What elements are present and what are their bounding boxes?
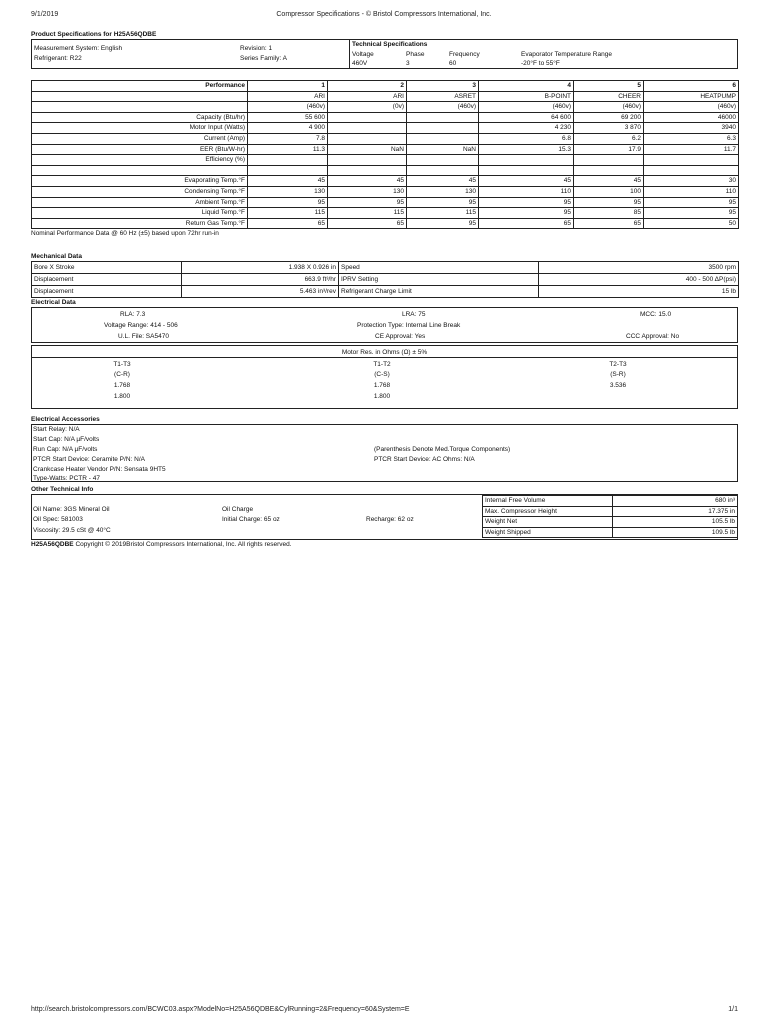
row-label: Capacity (Btu/hr)	[32, 112, 248, 123]
accessories-box	[31, 424, 738, 482]
performance-table	[31, 80, 739, 229]
table-cell: NaN	[328, 144, 407, 155]
performance-section	[31, 80, 738, 238]
column-number: 3	[407, 81, 479, 92]
table-cell: 95	[407, 197, 479, 208]
print-url: http://search.bristolcompressors.com/BCWC03.aspx?ModelNo=H25A56QDBE&CylRunning=2&Frequency=60&System=E	[31, 1006, 410, 1013]
table-cell	[574, 165, 644, 176]
column-number: 1	[248, 81, 328, 92]
start-relay: Start Relay: N/A	[33, 426, 80, 433]
table-cell: 11.7	[644, 144, 739, 155]
ptcr-ohms: PTCR Start Device: AC Ohms: N/A	[374, 456, 475, 463]
table-cell: 130	[248, 186, 328, 197]
evap-range-value: -20°F to 55°F	[521, 60, 560, 67]
mech-value: 400 - 500 ΔP(psi)	[539, 274, 739, 286]
other-section	[31, 485, 738, 540]
rating-point: B-POINT	[479, 91, 574, 102]
rating-point: ASRET	[407, 91, 479, 102]
table-cell: 69 200	[574, 112, 644, 123]
ccc-approval: CCC Approval: No	[626, 333, 680, 340]
mech-label: Bore X Stroke	[32, 262, 182, 274]
row-label: Ambient Temp.°F	[32, 197, 248, 208]
table-cell	[644, 155, 739, 166]
motor-col-sub: (C-S)	[374, 371, 390, 378]
table-cell	[328, 112, 407, 123]
table-cell	[328, 165, 407, 176]
refrigerant: Refrigerant: R22	[34, 55, 82, 62]
start-cap: Start Cap: N/A µF/volts	[33, 436, 100, 443]
mech-label: Displacement	[32, 274, 182, 286]
column-number: 6	[644, 81, 739, 92]
table-row	[32, 112, 739, 123]
table-cell: 45	[407, 176, 479, 187]
table-cell: 46000	[644, 112, 739, 123]
crankcase-heater: Crankcase Heater Vendor P/N: Sensata 9HT5	[33, 466, 166, 473]
mechanical-section	[31, 252, 738, 298]
table-cell: 100	[574, 186, 644, 197]
ptcr-start-device: PTCR Start Device: Ceramite P/N: N/A	[33, 456, 145, 463]
table-cell: 4 230	[479, 123, 574, 134]
table-cell: 130	[328, 186, 407, 197]
table-cell: 15.3	[479, 144, 574, 155]
motor-resistance-box	[31, 345, 738, 409]
oil-charge-label: Oil Charge	[222, 506, 254, 513]
parenthesis-note: (Parenthesis Denote Med.Torque Components)	[374, 446, 511, 453]
motor-col-head: T1-T3	[113, 361, 131, 368]
voltage-value: 460V	[352, 60, 368, 67]
print-date: 9/1/2019	[31, 11, 59, 18]
product-title: Product Specifications for H25A56QDBE	[31, 31, 157, 38]
table-cell: 45	[574, 176, 644, 187]
table-cell: 6.8	[479, 133, 574, 144]
physical-value: 105.5 lb	[613, 517, 738, 528]
table-row	[32, 133, 739, 144]
rating-point: HEATPUMP	[644, 91, 739, 102]
mech-value: 1.938 X 0.926 in	[182, 262, 339, 274]
performance-header: Performance	[32, 81, 248, 92]
mech-label: IPRV Setting	[339, 274, 539, 286]
ce-approval: CE Approval: Yes	[375, 333, 426, 340]
table-cell: 65	[248, 218, 328, 229]
motor-col-head: T2-T3	[609, 361, 627, 368]
row-label: Liquid Temp.°F	[32, 208, 248, 219]
physical-label: Weight Net	[483, 517, 613, 528]
rating-voltage: (460v)	[248, 102, 328, 113]
mechanical-title: Mechanical Data	[31, 253, 82, 260]
voltage-label: Voltage	[352, 51, 374, 58]
measurement-system: Measurement System: English	[34, 45, 123, 52]
table-cell: 110	[644, 186, 739, 197]
table-cell	[407, 123, 479, 134]
physical-label: Weight Shipped	[483, 527, 613, 538]
table-cell	[479, 155, 574, 166]
motor-col-value: 1.768	[373, 382, 391, 389]
mech-value: 663.9 ft³/hr	[182, 274, 339, 286]
table-cell: 30	[644, 176, 739, 187]
series-family: Series Family: A	[240, 55, 287, 62]
divider	[32, 357, 737, 358]
table-cell	[644, 165, 739, 176]
voltage-range: Voltage Range: 414 - 506	[104, 322, 178, 329]
motor-col-sub: (C-R)	[114, 371, 130, 378]
table-row	[32, 176, 739, 187]
rating-point: ARI	[248, 91, 328, 102]
table-cell	[574, 155, 644, 166]
table-cell	[248, 155, 328, 166]
viscosity: Viscosity: 29.5 cSt @ 40°C	[33, 527, 111, 534]
table-row	[32, 155, 739, 166]
table-cell	[328, 155, 407, 166]
page-number: 1/1	[728, 1006, 738, 1013]
print-title: Compressor Specifications - © Bristol Compressors International, Inc.	[276, 11, 492, 18]
copyright-text: Copyright © 2019Bristol Compressors International, Inc. All rights reserved.	[73, 541, 292, 548]
oil-spec: Oil Spec: 581003	[33, 516, 83, 523]
table-row	[32, 218, 739, 229]
row-label: EER (Btu/W-hr)	[32, 144, 248, 155]
motor-col-value: 1.800	[113, 393, 131, 400]
other-box	[31, 494, 738, 540]
physical-table	[482, 495, 738, 538]
physical-label: Internal Free Volume	[483, 496, 613, 507]
table-row	[32, 81, 739, 92]
product-box	[31, 39, 738, 69]
motor-col-head: T1-T2	[373, 361, 391, 368]
motor-res-title: Motor Res. in Ohms (Ω) ± 5%	[341, 349, 428, 356]
recharge: Recharge: 62 oz	[366, 516, 414, 523]
divider	[349, 40, 350, 68]
table-cell: 115	[407, 208, 479, 219]
protection-type: Protection Type: Internal Line Break	[357, 322, 461, 329]
table-row	[483, 506, 738, 517]
oil-name: Oil Name: 3GS Mineral Oil	[33, 506, 110, 513]
row-label: Efficiency (%)	[32, 155, 248, 166]
table-row	[32, 274, 739, 286]
rating-voltage: (460v)	[574, 102, 644, 113]
row-label: Motor Input (Watts)	[32, 123, 248, 134]
motor-col-value: 1.768	[113, 382, 131, 389]
table-cell: 64 600	[479, 112, 574, 123]
table-cell	[407, 133, 479, 144]
accessories-title: Electrical Accessories	[31, 416, 100, 423]
phase-value: 3	[406, 60, 410, 67]
table-cell: 65	[328, 218, 407, 229]
ul-file: U.L. File: SA5470	[118, 333, 169, 340]
other-title: Other Technical Info	[31, 486, 94, 493]
electrical-box	[31, 307, 738, 343]
tech-spec-title: Technical Specifications	[352, 41, 428, 48]
table-cell: 95	[644, 197, 739, 208]
table-row	[32, 197, 739, 208]
table-row	[32, 123, 739, 134]
table-cell: 55 600	[248, 112, 328, 123]
table-row	[32, 144, 739, 155]
product-section	[31, 30, 738, 69]
initial-charge: Initial Charge: 65 oz	[222, 516, 280, 523]
mechanical-table	[31, 261, 739, 298]
table-cell: 4 900	[248, 123, 328, 134]
table-cell: 95	[479, 197, 574, 208]
copyright-model: H25A56QDBE	[31, 541, 74, 548]
table-cell	[407, 112, 479, 123]
table-row	[32, 262, 739, 274]
copyright-line	[31, 541, 738, 548]
motor-col-sub: (S-R)	[610, 371, 626, 378]
mech-label: Refrigerant Charge Limit	[339, 286, 539, 298]
row-label: Current (Amp)	[32, 133, 248, 144]
mcc: MCC: 15.0	[640, 311, 672, 318]
table-row	[32, 208, 739, 219]
motor-col-value: 1.800	[373, 393, 391, 400]
table-cell: 50	[644, 218, 739, 229]
revision: Revision: 1	[240, 45, 273, 52]
row-label: Return Gas Temp.°F	[32, 218, 248, 229]
table-cell: 115	[248, 208, 328, 219]
table-cell	[328, 133, 407, 144]
rla: RLA: 7.3	[120, 311, 146, 318]
run-cap: Run Cap: N/A µF/volts	[33, 446, 98, 453]
table-cell	[328, 123, 407, 134]
row-label: Evaporating Temp.°F	[32, 176, 248, 187]
table-cell: 95	[328, 197, 407, 208]
table-cell: 65	[479, 218, 574, 229]
table-cell	[248, 165, 328, 176]
table-cell: 3 870	[574, 123, 644, 134]
table-row	[483, 496, 738, 507]
table-row	[32, 186, 739, 197]
table-cell: NaN	[407, 144, 479, 155]
rating-voltage: (460v)	[479, 102, 574, 113]
table-cell: 115	[328, 208, 407, 219]
column-number: 5	[574, 81, 644, 92]
table-cell: 95	[574, 197, 644, 208]
table-cell: 95	[644, 208, 739, 219]
mech-value: 5.463 in³/rev	[182, 286, 339, 298]
physical-value: 109.5 lb	[613, 527, 738, 538]
mech-label: Displacement	[32, 286, 182, 298]
table-cell: 95	[248, 197, 328, 208]
performance-note: Nominal Performance Data @ 60 Hz (±5) based upon 72hr run-in	[31, 230, 219, 238]
type-watts: Type-Watts: PCTR - 47	[33, 475, 100, 482]
row-label: Condensing Temp.°F	[32, 186, 248, 197]
column-number: 4	[479, 81, 574, 92]
table-cell: 95	[479, 208, 574, 219]
row-label	[32, 165, 248, 176]
column-number: 2	[328, 81, 407, 92]
table-cell: 65	[574, 218, 644, 229]
table-row	[483, 517, 738, 528]
physical-label: Max. Compressor Height	[483, 506, 613, 517]
table-cell: 17.9	[574, 144, 644, 155]
table-cell: 11.3	[248, 144, 328, 155]
lra: LRA: 75	[402, 311, 426, 318]
table-row	[483, 527, 738, 538]
rating-voltage: (460v)	[644, 102, 739, 113]
rating-voltage: (460v)	[407, 102, 479, 113]
mech-value: 3500 rpm	[539, 262, 739, 274]
physical-value: 680 in³	[613, 496, 738, 507]
rating-voltage: (0v)	[328, 102, 407, 113]
table-cell: 6.2	[574, 133, 644, 144]
frequency-value: 60	[449, 60, 457, 67]
mech-value: 15 lb	[539, 286, 739, 298]
physical-value: 17.375 in	[613, 506, 738, 517]
table-cell: 7.8	[248, 133, 328, 144]
frequency-label: Frequency	[449, 51, 480, 58]
table-cell: 85	[574, 208, 644, 219]
table-cell	[407, 165, 479, 176]
accessories-section	[31, 415, 738, 482]
table-cell: 130	[407, 186, 479, 197]
table-cell: 45	[479, 176, 574, 187]
table-row	[32, 165, 739, 176]
table-cell: 45	[248, 176, 328, 187]
motor-col-value: 3.536	[609, 382, 627, 389]
table-cell: 6.3	[644, 133, 739, 144]
table-cell: 45	[328, 176, 407, 187]
table-cell: 95	[407, 218, 479, 229]
electrical-title: Electrical Data	[31, 299, 76, 306]
phase-label: Phase	[406, 51, 425, 58]
table-row	[32, 102, 739, 113]
rating-point: CHEER	[574, 91, 644, 102]
table-cell	[479, 165, 574, 176]
physical-data	[482, 495, 737, 538]
mech-label: Speed	[339, 262, 539, 274]
rating-point: ARI	[328, 91, 407, 102]
table-row	[32, 91, 739, 102]
table-cell: 3940	[644, 123, 739, 134]
table-cell	[407, 155, 479, 166]
table-cell: 110	[479, 186, 574, 197]
table-row	[32, 286, 739, 298]
electrical-section	[31, 298, 738, 409]
evap-range-label: Evaporator Temperature Range	[521, 51, 612, 58]
